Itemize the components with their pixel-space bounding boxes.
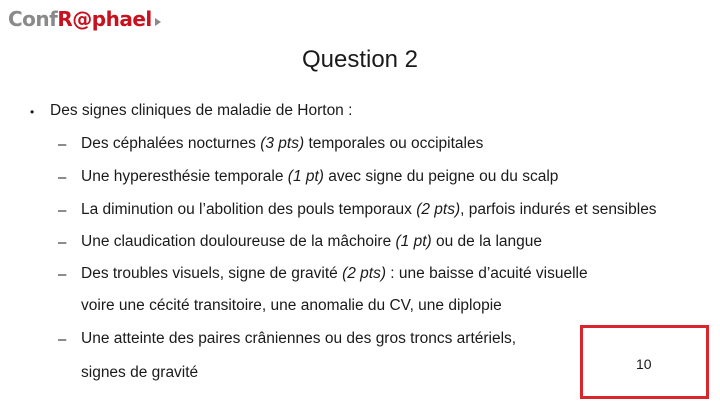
dash-icon: – [58, 331, 67, 348]
dash-icon: – [58, 202, 67, 219]
list-item: Des troubles visuels, signe de gravité (2 pts) : une baisse d’acuité visuelle [81, 265, 588, 282]
logo-text-phael: phael [91, 7, 152, 31]
list-item: La diminution ou l’abolition des pouls temporaux (2 pts), parfois indurés et sensibles [81, 201, 657, 218]
dash-icon: – [58, 234, 67, 251]
slide-title-text: Question 2 [301, 46, 419, 73]
list-item-continuation: signes de gravité [81, 364, 199, 381]
list-item-continuation: voire une cécité transitoire, une anomalie du CV, une diplopie [81, 297, 502, 314]
intro-text: Des signes cliniques de maladie de Horton : [50, 102, 353, 119]
list-item: Des céphalées nocturnes (3 pts) temporales ou occipitales [81, 135, 484, 152]
dash-icon: – [58, 266, 67, 283]
list-item: Une hyperesthésie temporale (1 pt) avec signe du peigne ou du scalp [81, 168, 559, 185]
logo-text-ra: R@ [57, 7, 92, 31]
logo-text-conf: Conf [8, 7, 58, 31]
list-item: Une atteinte des paires crâniennes ou des gros troncs artériels, [81, 330, 517, 347]
bullet-icon: • [30, 105, 35, 119]
dash-icon: – [58, 169, 67, 186]
list-item: Une claudication douloureuse de la mâchoire (1 pt) ou de la langue [81, 233, 543, 250]
page-number: 10 [636, 356, 652, 372]
dash-icon: – [58, 136, 67, 153]
